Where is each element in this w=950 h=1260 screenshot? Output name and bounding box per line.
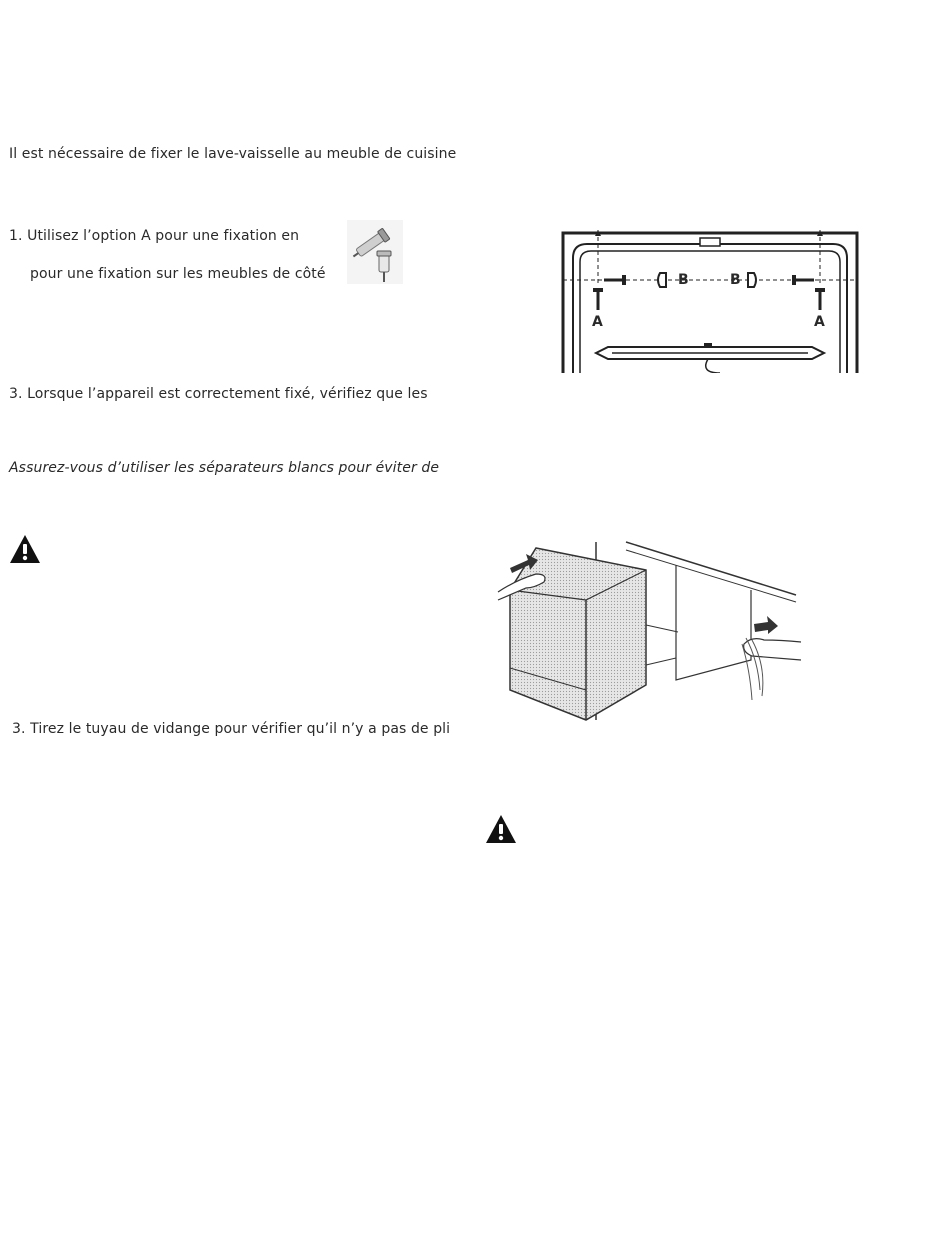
separator-note: Assurez-vous d’utiliser les séparateurs blancs pour éviter de (9, 460, 440, 476)
label-a-left: A (592, 314, 603, 330)
fixing-diagram (560, 228, 860, 373)
label-b-left: B (678, 272, 689, 288)
intro-text: Il est nécessaire de fixer le lave-vaisselle au meuble de cuisine (9, 146, 457, 162)
step1-line1: 1. Utilisez l’option A pour une fixation en (9, 228, 300, 244)
step3-fixed-text: 3. Lorsque l’appareil est correctement fixé, vérifiez que les (9, 386, 428, 402)
warning-icon (9, 534, 41, 564)
warning-icon (485, 814, 517, 844)
screw-icon (347, 220, 403, 284)
step3-drain-hose-text: 3. Tirez le tuyau de vidange pour vérifier qu’il n’y a pas de pli (12, 721, 451, 737)
label-a-right: A (814, 314, 825, 330)
label-b-right: B (730, 272, 741, 288)
step1-line2: pour une fixation sur les meubles de côté (30, 266, 326, 282)
dishwasher-installation-illustration (496, 540, 806, 725)
